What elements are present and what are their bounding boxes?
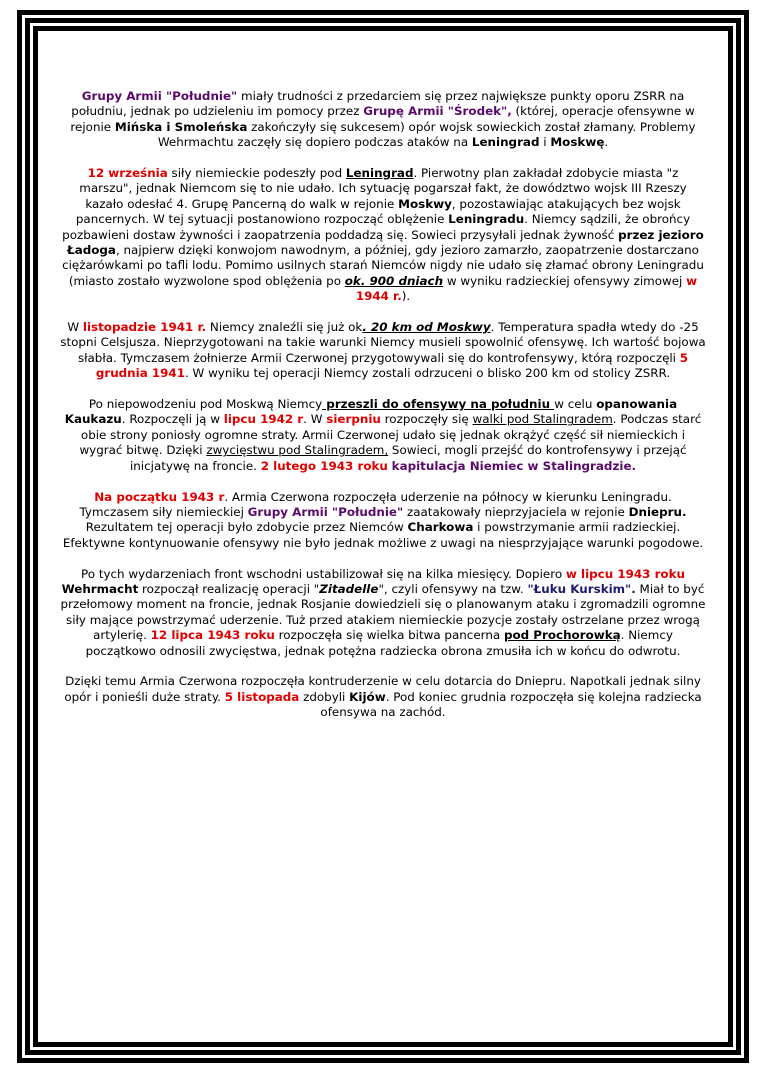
text-run: zaatakowały nieprzyjaciela w rejonie — [403, 504, 629, 519]
text-run: Leningrad — [345, 166, 414, 181]
text-run: Leningrad — [471, 135, 540, 150]
text-run: (której, operacje ofensywne w rejonie — [70, 104, 695, 134]
text-run: rozpoczęły się — [380, 412, 473, 427]
text-run: 2 lutego 1943 roku — [260, 458, 388, 473]
text-run: sierpniu — [326, 412, 381, 427]
text-run: W — [67, 320, 83, 335]
text-run: Rezultatem tej operacji było zdobycie przez Niemców — [85, 520, 408, 535]
text-run: listopadzie 1941 r. — [82, 320, 207, 335]
text-run: . 20 km od Moskwy — [362, 320, 491, 335]
text-run: Leningradu — [448, 212, 525, 227]
text-run: ). — [401, 289, 411, 304]
text-run: . Niemcy początkowo odnosili zwycięstwa, jednak potężna radziecka obrona zmusiła ich w końcu do odwrotu. — [85, 628, 681, 658]
text-run: Wehrmacht — [61, 581, 139, 596]
text-run: Na początku 1943 r — [94, 489, 225, 504]
text-run: Sowieci, mogli przejść do kontrofensywy i przejąć inicjatywę na froncie. — [129, 443, 687, 473]
text-run: Kijów — [349, 689, 386, 704]
text-run: Moskwę — [550, 135, 605, 150]
text-run: . Podczas starć obie strony poniosły ogromne straty. Armii Czerwonej udało się jednak okrążyć część sił niemieckich i wygrać bitwę. Dzięki — [79, 412, 702, 458]
text-run: przez jezioro Ładoga — [67, 227, 704, 258]
text-run: Dniepru. — [628, 504, 687, 519]
paragraph-2 — [60, 166, 706, 305]
text-run: w lipcu 1943 roku — [565, 566, 685, 581]
document-body — [60, 89, 706, 736]
text-run: . Pierwotny plan zakładał zdobycie miasta "z marszu", jednak Niemcom się to nie udało. Ich sytuację pogarszał fakt, że dowództwo wojsk III Rzeszy kazało odesłać 4. Grupę Pancerną do walk w rejonie — [79, 166, 687, 211]
text-run: 5 listopada — [224, 689, 300, 704]
text-run: , najpierw dzięki konwojom nawodnym, a później, gdy jezioro zamarzło, zaopatrzenie dostarczano ciężarówkami po tafli lodu. Pomimo usilnych starań Niemców nigdy nie udało się złamać obrony Leningradu (miasto zostało wyzwolone spod oblężenia po — [62, 243, 704, 288]
text-run: . Pod koniec grudnia rozpoczęła się kolejna radziecka ofensywa na zachód. — [320, 689, 702, 720]
text-run: . W wyniku tej operacji Niemcy zostali odrzuceni o blisko 200 km od stolicy ZSRR. — [184, 366, 671, 381]
text-run: pod Prochorowką — [503, 628, 621, 643]
text-run: kapitulacja Niemiec w Stalingradzie. — [391, 458, 637, 473]
text-run: Mińska i Smoleńska — [114, 119, 248, 134]
text-run: "Łuku Kurskim". — [527, 581, 636, 596]
text-run: . Rozpoczęli ją w — [121, 412, 224, 427]
text-run: , pozostawiając atakujących bez wojsk pancernych. W tej sytuacji postanowiono rozpocząć oblężenie — [75, 196, 681, 227]
text-run: zakończyły się sukcesem) opór wojsk sowieckich został złamany. Problemy Wehrmachtu zaczęły się dopiero podczas ataków na — [157, 119, 696, 150]
text-run: w 1944 r. — [355, 273, 698, 304]
text-run: Zitadelle — [319, 581, 379, 596]
text-run: ok. 900 dniach — [344, 273, 444, 288]
text-run: rozpoczęła się wielka bitwa pancerna — [274, 628, 504, 643]
text-run: rozpoczął realizację operacji " — [138, 581, 320, 596]
text-run: . Temperatura spadła wtedy do -25 stopni Celsjusza. Nieprzygotowani na takie warunki Niemcy musieli spowolnić ofensywę. Ich wartość bojowa słabła. Tymczasem żołnierze Armii Czerwonej przygotowywali się do kontrofensywy, którą rozpoczęli — [60, 320, 706, 365]
text-run: . Armia Czerwona rozpoczęła uderzenie na północy w kierunku Leningradu. Tymczasem siły niemieckiej — [79, 489, 672, 519]
text-run: 12 września — [87, 166, 168, 181]
text-run: lipcu 1942 r — [223, 412, 304, 427]
text-run: . W — [303, 412, 327, 427]
text-run: walki pod Stalingradem — [472, 412, 613, 427]
text-run: Grupy Armii "Południe" — [247, 504, 404, 519]
paragraph-3 — [60, 320, 706, 382]
text-run: zdobyli — [299, 689, 350, 704]
text-run: Po tych wydarzeniach front wschodni ustabilizował się na kilka miesięcy. Dopiero — [81, 566, 566, 581]
paragraph-7 — [60, 674, 706, 720]
text-run: siły niemieckie podeszły pod — [167, 166, 346, 181]
paragraph-4 — [60, 397, 706, 474]
text-run: Charkowa — [407, 520, 474, 535]
text-run: Grupy Armii "Południe" — [81, 89, 238, 103]
text-run: ", czyli ofensywy na tzw. — [378, 581, 528, 596]
paragraph-1 — [60, 89, 706, 151]
text-run: w wyniku radzieckiej ofensywy zimowej — [443, 273, 687, 288]
text-run: Dzięki temu Armia Czerwona rozpoczęła kontruderzenie w celu dotarcia do Dniepru. Napotkali jednak silny opór i ponieśli duże straty. — [64, 674, 701, 704]
text-run: opanowania Kaukazu — [64, 397, 678, 427]
paragraph-5 — [60, 490, 706, 552]
text-run: zwycięstwu pod Stalingradem, — [206, 443, 389, 458]
text-run: przeszli do ofensywy na południu — [322, 397, 555, 412]
text-run: i — [539, 135, 551, 150]
text-run: . Niemcy sądzili, że obrońcy pozbawieni dostaw żywności i zaopatrzenia poddadzą się. Sowieci przysyłali jednak żywność — [62, 212, 691, 242]
text-run: Niemcy znaleźli się już ok — [206, 320, 363, 335]
text-run: Po niepowodzeniu pod Moskwą Niemcy — [88, 397, 323, 412]
text-run: Grupę Armii "Środek", — [363, 104, 512, 119]
text-run: Moskwy — [398, 196, 452, 211]
text-run: 5 grudnia 1941 — [95, 350, 689, 381]
text-run: miały trudności z przedarciem się przez największe punkty oporu ZSRR na południu, jednak po udzieleniu im pomocy przez — [71, 89, 685, 119]
text-run: i powstrzymanie armii radzieckiej. Efektywne kontynuowanie ofensywy nie było jednak możliwe z uwagi na niesprzyjające warunki pogodowe. — [62, 520, 704, 550]
text-run: . — [604, 135, 609, 150]
paragraph-6 — [60, 567, 706, 659]
text-run: Miał to być przełomowy moment na froncie, jednak Rosjanie dowiedzieli się o planowanym ataku i zgromadzili ogromne siły mające powstrzymać uderzenie. Tuż przed atakiem niemieckie pozycje zostały ostrzelane przez wrogą artylerię. — [60, 581, 706, 643]
text-run: 12 lipca 1943 roku — [150, 628, 275, 643]
text-run: w celu — [554, 397, 597, 412]
